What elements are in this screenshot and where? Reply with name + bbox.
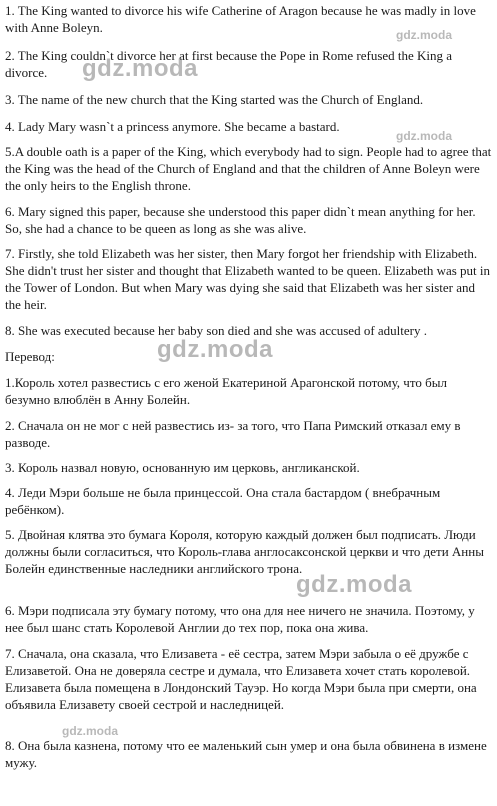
answer-5-ru: 5. Двойная клятва это бумага Короля, которую каждый должен был подписать. Люди должны были согласиться, что Король-глава англосаксонской церкви и что дети Анны Болейн единственные наследники английского трона. xyxy=(5,527,484,576)
answer-7-en: 7. Firstly, she told Elizabeth was her sister, then Mary forgot her friendship with Elizabeth. She didn't trust her sister and thought that Elizabeth wanted to be queen. Elizabeth was put in the Tower of London. But when Mary was dying she said that Elizabeth was her sister and the heir. xyxy=(5,246,491,312)
translation-heading: Перевод: xyxy=(5,349,55,364)
watermark: gdz.moda xyxy=(62,724,118,738)
answer-6-en: 6. Mary signed this paper, because she understood this paper didn`t mean anything for her. So, she had a chance to be queen as long as she was alive. xyxy=(5,204,476,236)
answer-5-en: 5.A double oath is a paper of the King, which everybody had to sign. People had to agree that the King was the head of the Church of England and that the children of Anne Boleyn were the only heirs to the English throne. xyxy=(5,144,492,193)
answer-8-ru: 8. Она была казнена, потому что ее маленький сын умер и она была обвинена в измене мужу. xyxy=(5,738,487,770)
watermark: gdz.moda xyxy=(396,129,452,143)
answer-3-en: 3. The name of the new church that the King started was the Church of England. xyxy=(5,92,424,107)
watermark: gdz.moda xyxy=(296,571,412,598)
answer-3-ru: 3. Король назвал новую, основанную им церковь, англиканской. xyxy=(5,460,360,475)
answer-1-ru: 1.Король хотел развестись с его женой Екатериной Арагонской потому, что был безумно влюблён в Анну Болейн. xyxy=(5,375,447,407)
answer-6-ru: 6. Мэри подписала эту бумагу потому, что она для нее ничего не значила. Поэтому, у нее был шанс стать Королевой Англии до тех пор, пока она жива. xyxy=(5,603,475,635)
answer-4-ru: 4. Леди Мэри больше не была принцессой. Она стала бастардом ( внебрачным ребёнком). xyxy=(5,485,441,517)
answer-8-en: 8. She was executed because her baby son died and she was accused of adultery . xyxy=(5,323,427,338)
watermark: gdz.moda xyxy=(396,28,452,42)
watermark: gdz.moda xyxy=(82,55,198,82)
answer-2-en: 2. The King couldn`t divorce her at first because the Pope in Rome refused the King a divorce. xyxy=(5,48,453,80)
watermark: gdz.moda xyxy=(157,336,273,363)
answer-1-en: 1. The King wanted to divorce his wife Catherine of Aragon because he was madly in love with Anne Boleyn. xyxy=(5,3,476,35)
answer-4-en: 4. Lady Mary wasn`t a princess anymore. She became a bastard. xyxy=(5,119,340,134)
answer-7-ru: 7. Сначала, она сказала, что Елизавета - её сестра, затем Мэри забыла о её дружбе с Елизаветой. Она не доверяла сестре и думала, что Елизавета хочет стать королевой. Елизавета была помещена в Лондонский Тауэр. Но когда Мэри была при смерти, она объявила Елизавету своей сестрой и наследницей. xyxy=(5,646,477,712)
answer-2-ru: 2. Сначала он не мог с ней развестись из- за того, что Папа Римский отказал ему в разводе. xyxy=(5,418,461,450)
